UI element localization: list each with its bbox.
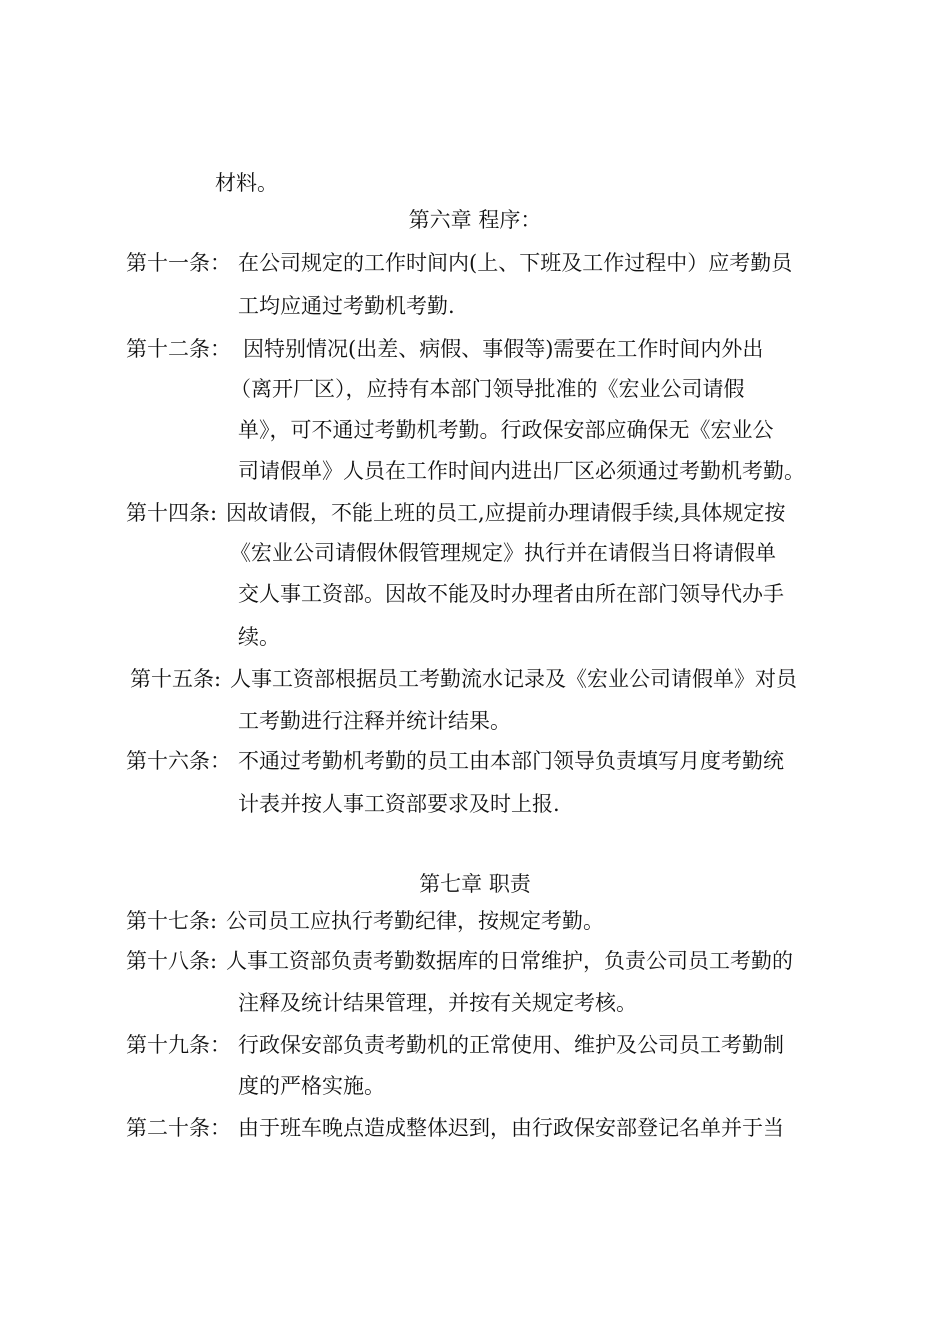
- article-14-line: 因故请假，不能上班的员工,应提前办理请假手续,具体规定按: [226, 501, 786, 525]
- article-14-label: 第十四条:: [126, 501, 218, 525]
- article-19-line: 行政保安部负责考勤机的正常使用、维护及公司员工考勤制: [238, 1033, 784, 1057]
- article-14-line: 交人事工资部。因故不能及时办理者由所在部门领导代办手: [238, 582, 784, 606]
- article-12-line: （离开厂区），应持有本部门领导批准的《宏业公司请假: [230, 377, 745, 401]
- article-15-line: 工考勤进行注释并统计结果。: [238, 709, 511, 733]
- article-20-label: 第二十条：: [126, 1116, 231, 1140]
- article-18-label: 第十八条:: [126, 949, 218, 973]
- article-11-line: 在公司规定的工作时间内(上、下班及工作过程中）应考勤员: [238, 251, 793, 275]
- article-12-line: 单》，可不通过考勤机考勤。行政保安部应确保无《宏业公: [238, 418, 774, 442]
- article-11-line: 工均应通过考勤机考勤.: [238, 294, 455, 318]
- article-12-line: 司请假单》人员在工作时间内进出厂区必须通过考勤机考勤。: [238, 459, 805, 483]
- article-17-line: 公司员工应执行考勤纪律，按规定考勤。: [226, 909, 604, 933]
- article-15-line: 人事工资部根据员工考勤流水记录及《宏业公司请假单》对员: [230, 667, 797, 691]
- article-18-line: 人事工资部负责考勤数据库的日常维护，负责公司员工考勤的: [226, 949, 793, 973]
- article-19-line: 度的严格实施。: [238, 1074, 385, 1098]
- article-12-label: 第十二条：: [126, 337, 231, 361]
- chapter-6-title: 第六章 程序：: [408, 208, 542, 232]
- article-14-line: 续。: [238, 625, 280, 649]
- article-19-label: 第十九条：: [126, 1033, 231, 1057]
- lead-text: 材料。: [215, 171, 278, 195]
- article-16-line: 计表并按人事工资部要求及时上报.: [238, 792, 560, 816]
- article-11-label: 第十一条：: [126, 251, 231, 275]
- article-17-label: 第十七条:: [126, 909, 218, 933]
- article-18-line: 注释及统计结果管理，并按有关规定考核。: [238, 991, 637, 1015]
- article-16-label: 第十六条：: [126, 749, 231, 773]
- article-20-line: 由于班车晚点造成整体迟到，由行政保安部登记名单并于当: [238, 1116, 784, 1140]
- chapter-7-title: 第七章 职责: [419, 872, 531, 896]
- article-16-line: 不通过考勤机考勤的员工由本部门领导负责填写月度考勤统: [238, 749, 784, 773]
- article-15-label: 第十五条:: [130, 667, 222, 691]
- article-12-line: 因特别情况(出差、病假、事假等)需要在工作时间内外出: [243, 337, 764, 361]
- article-14-line: 《宏业公司请假休假管理规定》执行并在请假当日将请假单: [230, 541, 776, 565]
